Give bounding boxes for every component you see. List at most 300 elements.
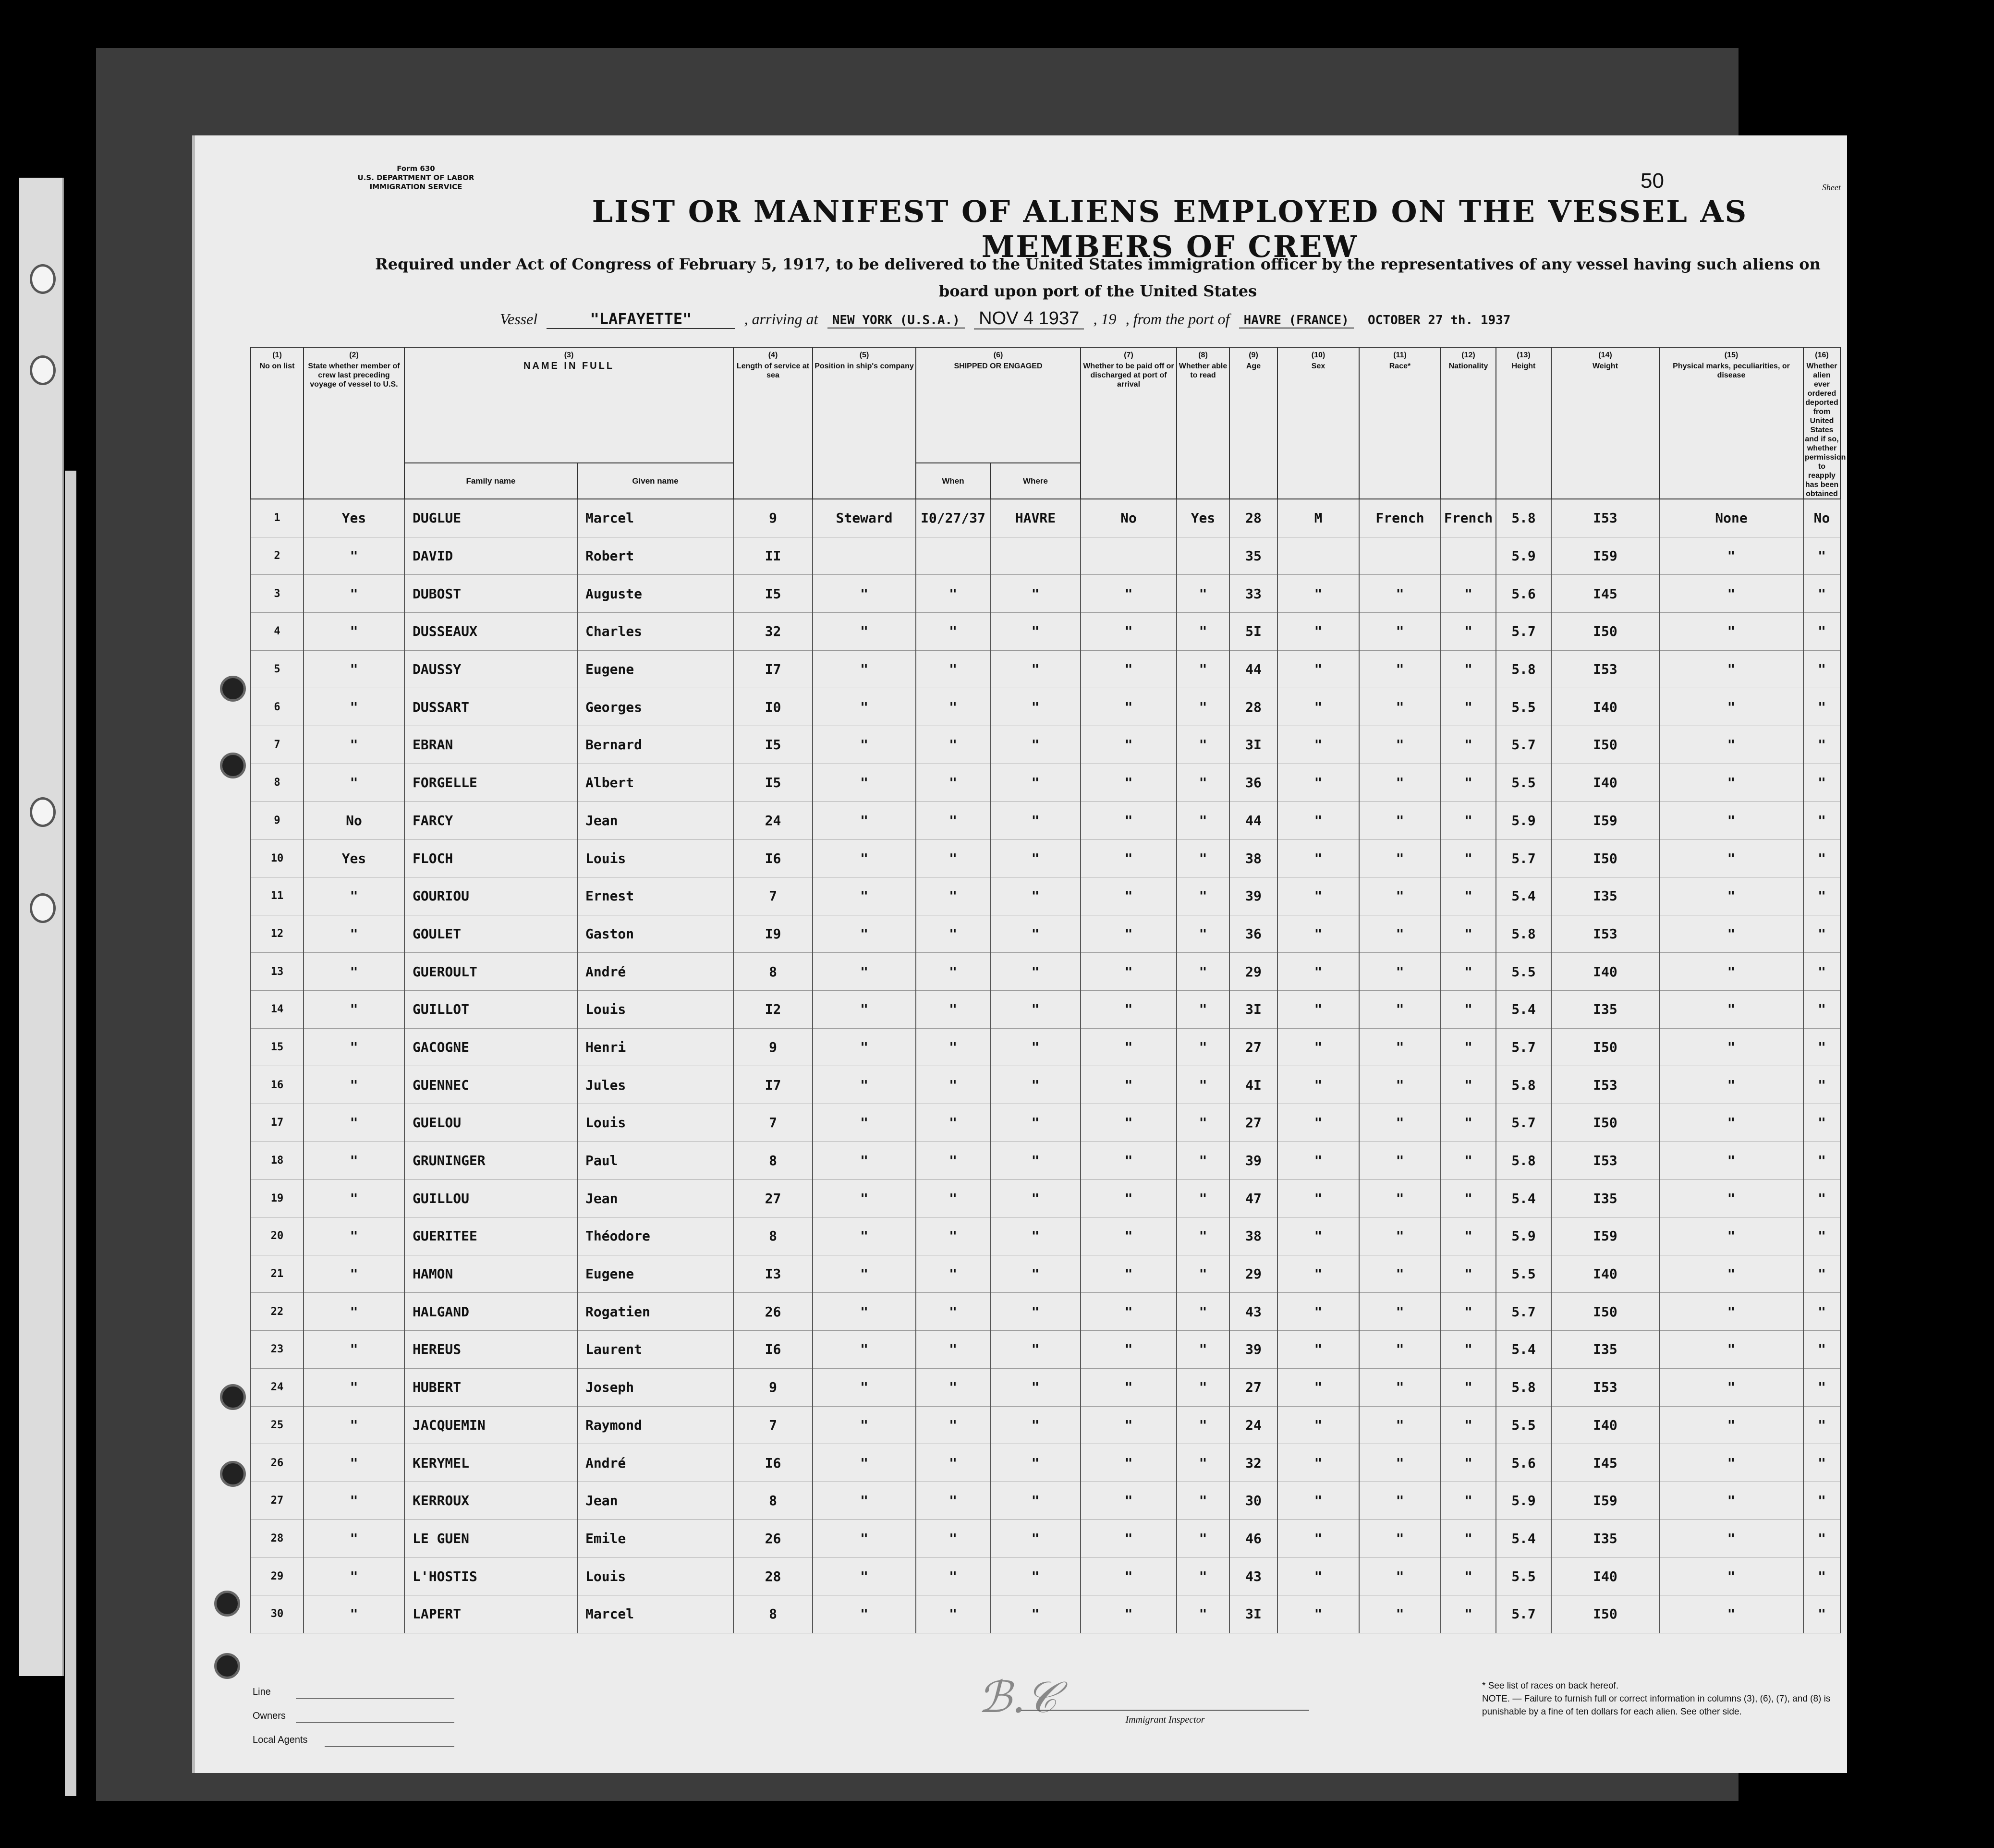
- cell-shipped-when: ": [916, 1406, 990, 1444]
- crew-row: [251, 688, 1840, 726]
- cell-sex: ": [1277, 688, 1359, 726]
- cell-previous-voyage: Yes: [304, 839, 404, 877]
- cell-given-name: Jean: [577, 802, 733, 839]
- cell-height: 5.7: [1496, 1028, 1551, 1066]
- cell-age: 47: [1229, 1179, 1277, 1217]
- cell-shipped-where: ": [990, 1028, 1081, 1066]
- crew-row: [251, 1368, 1840, 1406]
- cell-sex: [1277, 537, 1359, 575]
- cell-shipped-where: ": [990, 802, 1081, 839]
- cell-deported: ": [1803, 1444, 1840, 1482]
- cell-length-of-service: 7: [733, 1406, 813, 1444]
- cell-height: 5.7: [1496, 726, 1551, 764]
- cell-family-name: DAUSSY: [404, 650, 577, 688]
- cell-shipped-where: ": [990, 1179, 1081, 1217]
- crew-row: [251, 953, 1840, 991]
- cell-nationality: ": [1441, 953, 1496, 991]
- cell-physical-marks: ": [1659, 650, 1803, 688]
- cell-shipped-when: ": [916, 1520, 990, 1557]
- column-header-row: [251, 347, 1840, 463]
- cell-position: ": [813, 915, 916, 953]
- cell-deported: ": [1803, 1293, 1840, 1331]
- cell-previous-voyage: ": [304, 1520, 404, 1557]
- cell-height: 5.5: [1496, 1557, 1551, 1595]
- cell-nationality: ": [1441, 1368, 1496, 1406]
- cell-no-on-list: 16: [251, 1066, 304, 1104]
- form-number: Form 630: [397, 164, 435, 173]
- crew-row: [251, 1066, 1840, 1104]
- cell-family-name: HUBERT: [404, 1368, 577, 1406]
- cell-able-to-read: ": [1177, 1331, 1229, 1369]
- punch-hole: [220, 1461, 246, 1487]
- cell-no-on-list: 5: [251, 650, 304, 688]
- cell-position: ": [813, 1179, 916, 1217]
- cell-shipped-where: HAVRE: [990, 499, 1081, 537]
- crew-row: [251, 499, 1840, 537]
- crew-row: [251, 764, 1840, 802]
- sheet-label: Sheet: [1822, 182, 1841, 192]
- cell-given-name: Charles: [577, 613, 733, 651]
- cell-given-name: Jean: [577, 1179, 733, 1217]
- cell-shipped-when: ": [916, 650, 990, 688]
- cell-shipped-where: ": [990, 1066, 1081, 1104]
- cell-shipped-when: ": [916, 1557, 990, 1595]
- cell-able-to-read: ": [1177, 1557, 1229, 1595]
- cell-previous-voyage: ": [304, 915, 404, 953]
- cell-shipped-where: ": [990, 1482, 1081, 1520]
- crew-row: [251, 1595, 1840, 1633]
- cell-family-name: KERYMEL: [404, 1444, 577, 1482]
- cell-age: 36: [1229, 764, 1277, 802]
- cell-nationality: ": [1441, 1028, 1496, 1066]
- cell-able-to-read: ": [1177, 1028, 1229, 1066]
- cell-deported: ": [1803, 915, 1840, 953]
- cell-shipped-where: ": [990, 915, 1081, 953]
- manifest-page: [192, 135, 1847, 1773]
- cell-shipped-when: ": [916, 953, 990, 991]
- cell-age: 38: [1229, 1217, 1277, 1255]
- cell-previous-voyage: ": [304, 1293, 404, 1331]
- cell-no-on-list: 22: [251, 1293, 304, 1331]
- cell-paid-off: ": [1081, 688, 1177, 726]
- cell-age: 29: [1229, 1255, 1277, 1293]
- cell-height: 5.4: [1496, 1179, 1551, 1217]
- cell-sex: ": [1277, 1557, 1359, 1595]
- cell-given-name: Louis: [577, 839, 733, 877]
- cell-age: 44: [1229, 802, 1277, 839]
- cell-given-name: Auguste: [577, 575, 733, 613]
- cell-length-of-service: 9: [733, 1368, 813, 1406]
- cell-given-name: André: [577, 953, 733, 991]
- cell-age: 39: [1229, 1331, 1277, 1369]
- cell-paid-off: ": [1081, 613, 1177, 651]
- binder-hole: [30, 893, 56, 923]
- punch-hole: [220, 676, 246, 702]
- cell-previous-voyage: ": [304, 990, 404, 1028]
- col-able-to-read: (8) Whether able to read: [1177, 347, 1229, 499]
- cell-length-of-service: I7: [733, 1066, 813, 1104]
- cell-deported: No: [1803, 499, 1840, 537]
- cell-shipped-where: ": [990, 764, 1081, 802]
- races-note: * See list of races on back hereof.: [1482, 1681, 1619, 1691]
- cell-able-to-read: ": [1177, 1595, 1229, 1633]
- cell-able-to-read: ": [1177, 1217, 1229, 1255]
- cell-family-name: LAPERT: [404, 1595, 577, 1633]
- cell-family-name: JACQUEMIN: [404, 1406, 577, 1444]
- cell-nationality: [1441, 537, 1496, 575]
- cell-no-on-list: 15: [251, 1028, 304, 1066]
- cell-no-on-list: 10: [251, 839, 304, 877]
- cell-nationality: ": [1441, 1142, 1496, 1179]
- cell-nationality: ": [1441, 688, 1496, 726]
- cell-no-on-list: 26: [251, 1444, 304, 1482]
- cell-paid-off: ": [1081, 1368, 1177, 1406]
- cell-able-to-read: ": [1177, 877, 1229, 915]
- cell-position: ": [813, 613, 916, 651]
- cell-physical-marks: ": [1659, 1293, 1803, 1331]
- cell-able-to-read: ": [1177, 613, 1229, 651]
- cell-sex: ": [1277, 839, 1359, 877]
- cell-previous-voyage: Yes: [304, 499, 404, 537]
- cell-shipped-when: ": [916, 1028, 990, 1066]
- cell-length-of-service: 24: [733, 802, 813, 839]
- cell-nationality: ": [1441, 1293, 1496, 1331]
- cell-position: ": [813, 688, 916, 726]
- cell-paid-off: ": [1081, 1482, 1177, 1520]
- cell-shipped-where: ": [990, 839, 1081, 877]
- cell-deported: ": [1803, 1482, 1840, 1520]
- cell-nationality: ": [1441, 726, 1496, 764]
- cell-able-to-read: ": [1177, 802, 1229, 839]
- cell-given-name: Marcel: [577, 499, 733, 537]
- arriving-label: , arriving at: [744, 310, 818, 328]
- cell-sex: ": [1277, 1595, 1359, 1633]
- cell-weight: I35: [1551, 990, 1659, 1028]
- cell-previous-voyage: ": [304, 1104, 404, 1142]
- cell-no-on-list: 8: [251, 764, 304, 802]
- cell-weight: I45: [1551, 1444, 1659, 1482]
- cell-shipped-when: ": [916, 877, 990, 915]
- cell-paid-off: ": [1081, 1406, 1177, 1444]
- cell-sex: ": [1277, 613, 1359, 651]
- col-age: (9) Age: [1229, 347, 1277, 499]
- cell-length-of-service: 8: [733, 1482, 813, 1520]
- crew-row: [251, 613, 1840, 651]
- cell-race: ": [1359, 1444, 1441, 1482]
- cell-age: 3I: [1229, 990, 1277, 1028]
- cell-race: ": [1359, 1028, 1441, 1066]
- crew-row: [251, 877, 1840, 915]
- cell-nationality: ": [1441, 877, 1496, 915]
- cell-nationality: ": [1441, 650, 1496, 688]
- cell-shipped-when: ": [916, 1255, 990, 1293]
- cell-sex: ": [1277, 802, 1359, 839]
- cell-no-on-list: 29: [251, 1557, 304, 1595]
- cell-previous-voyage: ": [304, 688, 404, 726]
- cell-shipped-where: ": [990, 1217, 1081, 1255]
- cell-height: 5.4: [1496, 1331, 1551, 1369]
- cell-race: ": [1359, 613, 1441, 651]
- crew-row: [251, 1557, 1840, 1595]
- cell-physical-marks: ": [1659, 1142, 1803, 1179]
- cell-sex: ": [1277, 915, 1359, 953]
- cell-family-name: GACOGNE: [404, 1028, 577, 1066]
- cell-shipped-where: ": [990, 877, 1081, 915]
- cell-able-to-read: ": [1177, 1482, 1229, 1520]
- cell-deported: ": [1803, 802, 1840, 839]
- cell-position: ": [813, 764, 916, 802]
- col-when: When: [916, 463, 990, 499]
- cell-able-to-read: ": [1177, 990, 1229, 1028]
- cell-paid-off: ": [1081, 1028, 1177, 1066]
- cell-shipped-where: [990, 537, 1081, 575]
- cell-race: ": [1359, 877, 1441, 915]
- cell-paid-off: ": [1081, 1104, 1177, 1142]
- cell-height: 5.9: [1496, 802, 1551, 839]
- cell-previous-voyage: ": [304, 1217, 404, 1255]
- binder-hole: [30, 264, 56, 294]
- line-underline: [296, 1698, 454, 1699]
- cell-weight: I50: [1551, 726, 1659, 764]
- cell-position: ": [813, 839, 916, 877]
- cell-weight: I50: [1551, 1028, 1659, 1066]
- cell-nationality: ": [1441, 1179, 1496, 1217]
- cell-paid-off: ": [1081, 764, 1177, 802]
- cell-deported: ": [1803, 726, 1840, 764]
- cell-age: 43: [1229, 1557, 1277, 1595]
- cell-age: 32: [1229, 1444, 1277, 1482]
- cell-physical-marks: ": [1659, 1331, 1803, 1369]
- cell-physical-marks: ": [1659, 1368, 1803, 1406]
- cell-paid-off: ": [1081, 953, 1177, 991]
- cell-shipped-when: ": [916, 839, 990, 877]
- cell-family-name: GUERITEE: [404, 1217, 577, 1255]
- col-paid-off: (7) Whether to be paid off or discharged at port of arrival: [1081, 347, 1177, 499]
- cell-physical-marks: ": [1659, 1444, 1803, 1482]
- crew-row: [251, 1520, 1840, 1557]
- cell-shipped-where: ": [990, 1368, 1081, 1406]
- cell-weight: I35: [1551, 1179, 1659, 1217]
- cell-weight: I59: [1551, 802, 1659, 839]
- cell-length-of-service: I3: [733, 1255, 813, 1293]
- cell-weight: I40: [1551, 1255, 1659, 1293]
- cell-able-to-read: ": [1177, 953, 1229, 991]
- cell-shipped-where: ": [990, 1142, 1081, 1179]
- crew-row: [251, 537, 1840, 575]
- cell-given-name: Louis: [577, 990, 733, 1028]
- cell-no-on-list: 14: [251, 990, 304, 1028]
- cell-family-name: FARCY: [404, 802, 577, 839]
- crew-row: [251, 802, 1840, 839]
- cell-able-to-read: Yes: [1177, 499, 1229, 537]
- inspector-signature: ℬ.𝒞: [978, 1672, 1057, 1723]
- cell-nationality: ": [1441, 1595, 1496, 1633]
- cell-sex: ": [1277, 1293, 1359, 1331]
- cell-previous-voyage: ": [304, 1595, 404, 1633]
- cell-given-name: Eugene: [577, 650, 733, 688]
- cell-paid-off: ": [1081, 575, 1177, 613]
- cell-shipped-when: ": [916, 688, 990, 726]
- cell-age: 29: [1229, 953, 1277, 991]
- cell-weight: I59: [1551, 1217, 1659, 1255]
- crew-row: [251, 1482, 1840, 1520]
- crew-row: [251, 1406, 1840, 1444]
- cell-position: ": [813, 726, 916, 764]
- crew-row: [251, 1142, 1840, 1179]
- cell-sex: ": [1277, 1066, 1359, 1104]
- cell-shipped-where: ": [990, 1406, 1081, 1444]
- cell-length-of-service: I6: [733, 1444, 813, 1482]
- cell-height: 5.4: [1496, 990, 1551, 1028]
- cell-previous-voyage: ": [304, 877, 404, 915]
- cell-previous-voyage: ": [304, 764, 404, 802]
- col-previous-voyage: (2) State whether member of crew last preceding voyage of vessel to U.S.: [304, 347, 404, 499]
- cell-physical-marks: ": [1659, 915, 1803, 953]
- cell-height: 5.7: [1496, 613, 1551, 651]
- cell-given-name: Louis: [577, 1104, 733, 1142]
- cell-previous-voyage: ": [304, 1444, 404, 1482]
- cell-able-to-read: ": [1177, 839, 1229, 877]
- cell-weight: I53: [1551, 499, 1659, 537]
- cell-family-name: GUELOU: [404, 1104, 577, 1142]
- cell-shipped-where: ": [990, 1557, 1081, 1595]
- cell-race: [1359, 537, 1441, 575]
- cell-deported: ": [1803, 1104, 1840, 1142]
- col-where: Where: [990, 463, 1081, 499]
- col-nationality: (12) Nationality: [1441, 347, 1496, 499]
- cell-paid-off: ": [1081, 1142, 1177, 1179]
- owners-label: Owners: [253, 1711, 286, 1721]
- cell-no-on-list: 23: [251, 1331, 304, 1369]
- cell-weight: I53: [1551, 915, 1659, 953]
- cell-age: 39: [1229, 877, 1277, 915]
- cell-age: 4I: [1229, 1066, 1277, 1104]
- cell-shipped-where: ": [990, 613, 1081, 651]
- cell-family-name: GOURIOU: [404, 877, 577, 915]
- cell-position: ": [813, 650, 916, 688]
- cell-no-on-list: 30: [251, 1595, 304, 1633]
- owners-underline: [296, 1722, 454, 1723]
- cell-nationality: ": [1441, 1104, 1496, 1142]
- col-sex: (10) Sex: [1277, 347, 1359, 499]
- cell-sex: ": [1277, 1482, 1359, 1520]
- cell-height: 5.9: [1496, 1482, 1551, 1520]
- cell-previous-voyage: ": [304, 1368, 404, 1406]
- cell-height: 5.5: [1496, 688, 1551, 726]
- cell-length-of-service: 7: [733, 1104, 813, 1142]
- cell-deported: ": [1803, 537, 1840, 575]
- cell-height: 5.5: [1496, 953, 1551, 991]
- cell-given-name: Rogatien: [577, 1293, 733, 1331]
- cell-position: ": [813, 1028, 916, 1066]
- cell-no-on-list: 2: [251, 537, 304, 575]
- cell-height: 5.4: [1496, 1520, 1551, 1557]
- cell-given-name: Jean: [577, 1482, 733, 1520]
- cell-no-on-list: 13: [251, 953, 304, 991]
- cell-weight: I50: [1551, 1293, 1659, 1331]
- cell-given-name: Bernard: [577, 726, 733, 764]
- cell-nationality: French: [1441, 499, 1496, 537]
- cell-physical-marks: ": [1659, 802, 1803, 839]
- cell-shipped-when: ": [916, 1331, 990, 1369]
- cell-age: 3I: [1229, 726, 1277, 764]
- cell-race: ": [1359, 1104, 1441, 1142]
- cell-family-name: DUSSEAUX: [404, 613, 577, 651]
- binder-hole: [30, 355, 56, 385]
- cell-no-on-list: 28: [251, 1520, 304, 1557]
- cell-weight: I50: [1551, 1104, 1659, 1142]
- cell-sex: ": [1277, 1520, 1359, 1557]
- cell-deported: ": [1803, 1255, 1840, 1293]
- cell-given-name: Marcel: [577, 1595, 733, 1633]
- cell-position: ": [813, 1104, 916, 1142]
- cell-deported: ": [1803, 613, 1840, 651]
- cell-height: 5.6: [1496, 1444, 1551, 1482]
- cell-previous-voyage: ": [304, 1331, 404, 1369]
- cell-no-on-list: 1: [251, 499, 304, 537]
- cell-no-on-list: 6: [251, 688, 304, 726]
- cell-position: ": [813, 1595, 916, 1633]
- arrival-date: NOV 4 1937: [974, 308, 1084, 329]
- cell-race: ": [1359, 1255, 1441, 1293]
- cell-length-of-service: 7: [733, 877, 813, 915]
- cell-previous-voyage: ": [304, 575, 404, 613]
- cell-shipped-when: ": [916, 613, 990, 651]
- cell-given-name: Joseph: [577, 1368, 733, 1406]
- cell-previous-voyage: ": [304, 1406, 404, 1444]
- cell-deported: ": [1803, 1595, 1840, 1633]
- arriving-port: NEW YORK (U.S.A.): [827, 313, 965, 328]
- from-port: HAVRE (FRANCE): [1239, 313, 1354, 328]
- cell-able-to-read: ": [1177, 1179, 1229, 1217]
- cell-physical-marks: ": [1659, 1557, 1803, 1595]
- cell-position: ": [813, 1368, 916, 1406]
- cell-shipped-where: ": [990, 726, 1081, 764]
- cell-given-name: Raymond: [577, 1406, 733, 1444]
- cell-paid-off: ": [1081, 1255, 1177, 1293]
- col-deported: (16) Whether alien ever ordered deported from United States and if so, whether permission to reapply has been obtained: [1803, 347, 1840, 499]
- cell-position: [813, 537, 916, 575]
- cell-no-on-list: 20: [251, 1217, 304, 1255]
- cell-age: 38: [1229, 839, 1277, 877]
- crew-row: [251, 1028, 1840, 1066]
- cell-shipped-when: ": [916, 1104, 990, 1142]
- cell-sex: ": [1277, 877, 1359, 915]
- cell-shipped-when: ": [916, 575, 990, 613]
- crew-row: [251, 1104, 1840, 1142]
- from-label: , from the port of: [1125, 310, 1230, 328]
- cell-physical-marks: ": [1659, 953, 1803, 991]
- cell-deported: ": [1803, 1217, 1840, 1255]
- cell-able-to-read: ": [1177, 1293, 1229, 1331]
- cell-able-to-read: ": [1177, 1406, 1229, 1444]
- cell-no-on-list: 25: [251, 1406, 304, 1444]
- penalty-note: NOTE. — Failure to furnish full or correct information in columns (3), (6), (7), and (8) is punishable by a fine of ten dollars for each alien. See other side.: [1482, 1694, 1831, 1717]
- cell-previous-voyage: ": [304, 537, 404, 575]
- cell-age: 28: [1229, 688, 1277, 726]
- crew-row: [251, 1179, 1840, 1217]
- cell-length-of-service: I5: [733, 726, 813, 764]
- cell-deported: ": [1803, 839, 1840, 877]
- cell-race: ": [1359, 839, 1441, 877]
- crew-row: [251, 1255, 1840, 1293]
- cell-length-of-service: 28: [733, 1557, 813, 1595]
- cell-given-name: Georges: [577, 688, 733, 726]
- col-weight: (14) Weight: [1551, 347, 1659, 499]
- cell-weight: I50: [1551, 613, 1659, 651]
- sheet-number: 50: [1641, 169, 1664, 193]
- footer-fields: [253, 1687, 474, 1749]
